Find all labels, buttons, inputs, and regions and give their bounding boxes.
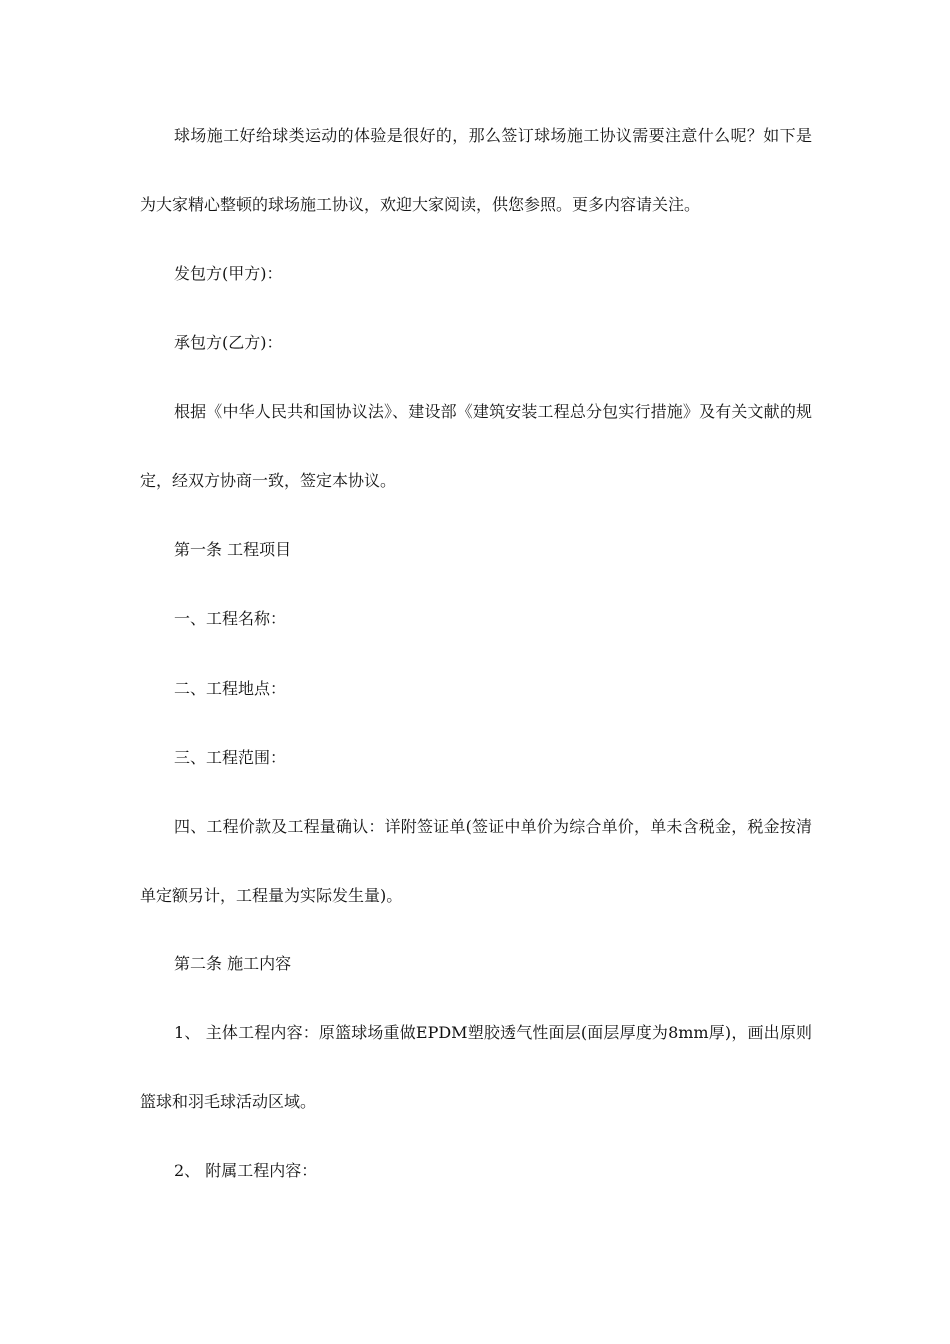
- article-one-heading: 第一条 工程项目: [174, 540, 292, 559]
- project-name-line: 一、工程名称：: [174, 609, 287, 628]
- project-location-line: 二、工程地点：: [174, 679, 287, 698]
- party-a-line: 发包方(甲方)：: [174, 264, 283, 283]
- basis-paragraph: 根据《中华人民共和国协议法》、建设部《建筑安装工程总分包实行措施》及有关文献的规定，经双方协商一致，签定本协议。: [140, 402, 812, 490]
- price-paragraph: 四、工程价款及工程量确认：详附签证单(签证中单价为综合单价，单未含税金，税金按清单定额另计，工程量为实际发生量)。: [140, 817, 812, 905]
- auxiliary-works-line: 2、 附属工程内容：: [174, 1161, 318, 1180]
- intro-paragraph: 球场施工好给球类运动的体验是很好的，那么签订球场施工协议需要注意什么呢？如下是为大家精心整顿的球场施工协议，欢迎大家阅读，供您参照。更多内容请关注。: [140, 126, 812, 214]
- main-works-paragraph: 1、 主体工程内容：原篮球场重做EPDM塑胶透气性面层(面层厚度为8mm厚)，画出原则篮球和羽毛球活动区域。: [140, 1023, 812, 1111]
- project-scope-line: 三、工程范围：: [174, 748, 287, 767]
- party-b-line: 承包方(乙方)：: [174, 333, 283, 352]
- article-two-heading: 第二条 施工内容: [174, 954, 292, 973]
